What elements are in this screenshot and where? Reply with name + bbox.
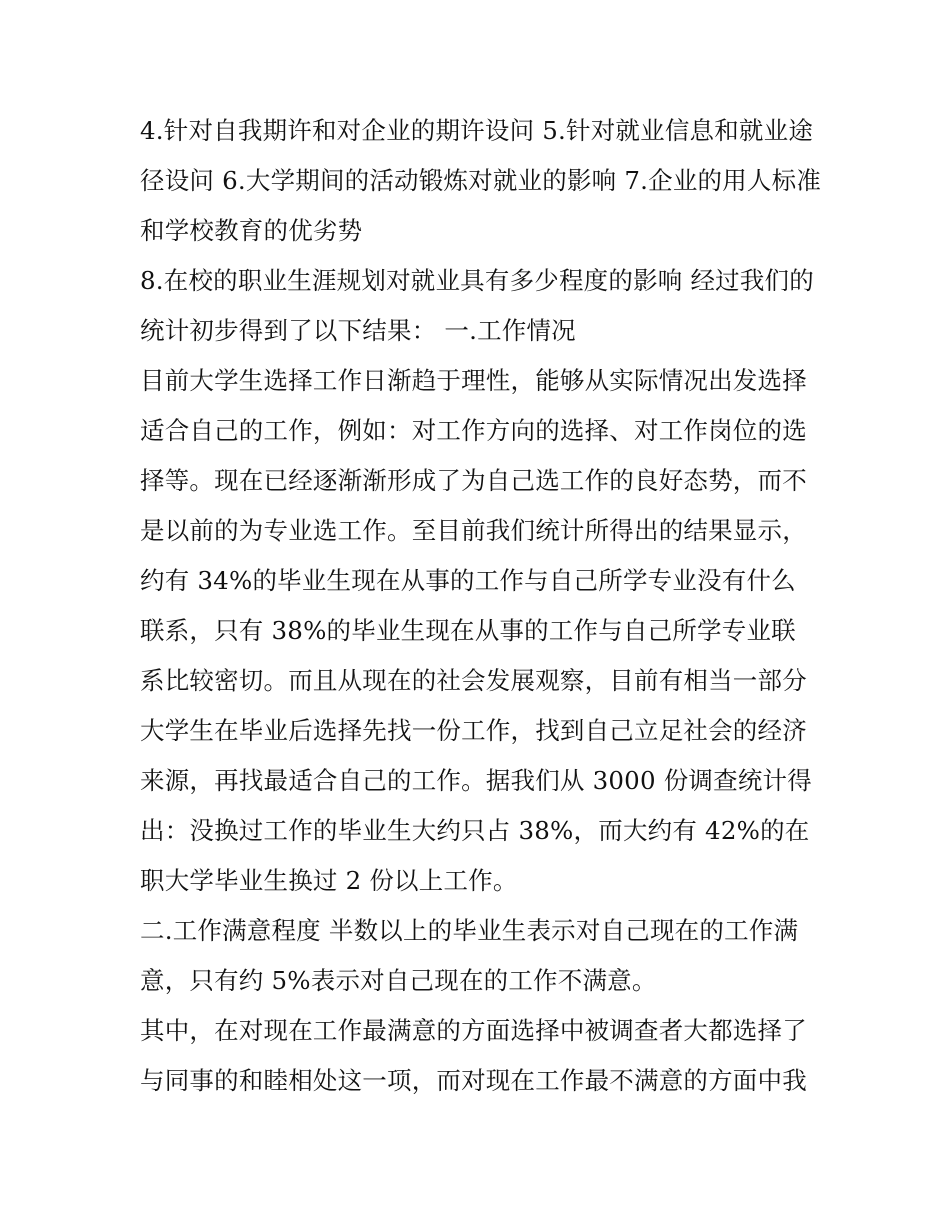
- text-line: 择等。现在已经逐渐渐形成了为自己选工作的良好态势，而不: [140, 466, 807, 495]
- text-line: 约有 34%的毕业生现在从事的工作与自己所学专业没有什么: [140, 566, 796, 595]
- text-line: 二.工作满意程度 半数以上的毕业生表示对自己现在的工作满: [140, 916, 799, 945]
- text-line: 意，只有约 5%表示对自己现在的工作不满意。: [140, 966, 657, 995]
- text-line: 出：没换过工作的毕业生大约只占 38%，而大约有 42%的在: [140, 816, 810, 845]
- text-line: 8.在校的职业生涯规划对就业具有多少程度的影响 经过我们的: [140, 266, 814, 295]
- text-line: 其中，在对现在工作最满意的方面选择中被调查者大都选择了: [140, 1016, 807, 1045]
- text-line: 是以前的为专业选工作。至目前我们统计所得出的结果显示，: [140, 516, 807, 545]
- document-body: [140, 106, 820, 1106]
- text-line: 和学校教育的优劣势: [140, 216, 363, 245]
- text-line: 与同事的和睦相处这一项，而对现在工作最不满意的方面中我: [140, 1066, 807, 1095]
- text-line: 4.针对自我期许和对企业的期许设问 5.针对就业信息和就业途: [140, 116, 814, 145]
- text-line: 职大学毕业生换过 2 份以上工作。: [140, 866, 518, 895]
- text-line: 径设问 6.大学期间的活动锻炼对就业的影响 7.企业的用人标准: [140, 166, 822, 195]
- text-line: 大学生在毕业后选择先找一份工作，找到自己立足社会的经济: [140, 716, 807, 745]
- text-line: 目前大学生选择工作日渐趋于理性，能够从实际情况出发选择: [140, 366, 807, 395]
- text-line: 系比较密切。而且从现在的社会发展观察，目前有相当一部分: [140, 666, 807, 695]
- text-line: 来源，再找最适合自己的工作。据我们从 3000 份调查统计得: [140, 766, 812, 795]
- text-line: 联系，只有 38%的毕业生现在从事的工作与自己所学专业联: [140, 616, 796, 645]
- text-line: 适合自己的工作，例如：对工作方向的选择、对工作岗位的选: [140, 416, 807, 445]
- text-line: 统计初步得到了以下结果： 一.工作情况: [140, 316, 576, 345]
